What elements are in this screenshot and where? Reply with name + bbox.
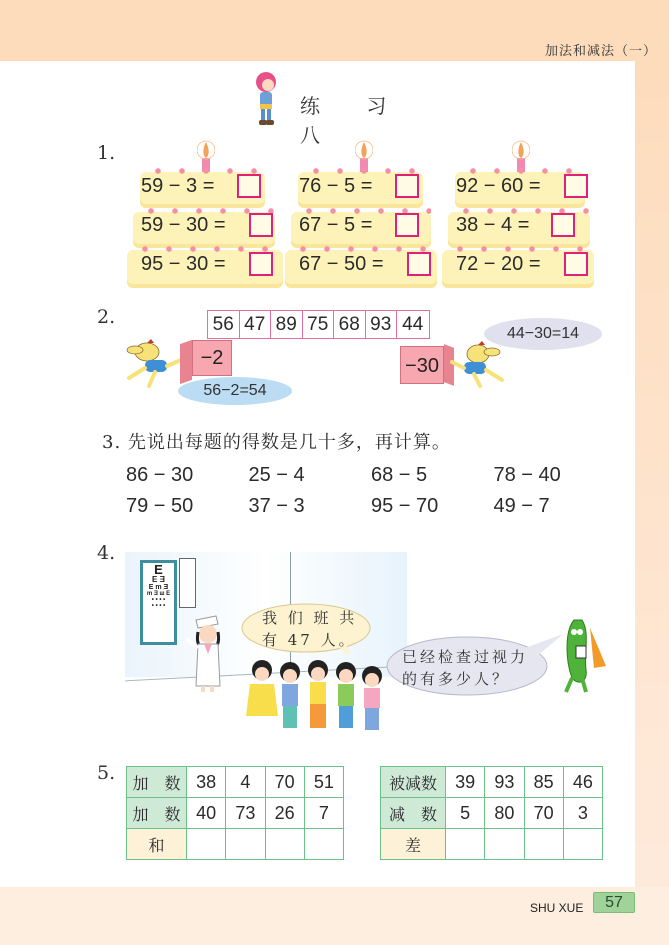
expression: 86 − 30 — [126, 464, 194, 486]
girl-mascot-icon — [252, 70, 280, 126]
expression: 25 − 4 — [248, 464, 305, 486]
minus-30-machine: −30 — [400, 346, 444, 384]
answer-box[interactable] — [564, 174, 588, 198]
expression: 49 − 7 — [493, 495, 550, 517]
q3-row — [126, 493, 616, 524]
equation: 67 − 50 = — [299, 253, 384, 275]
cell: 5 — [446, 798, 485, 829]
expression: 37 − 3 — [248, 495, 305, 517]
row-label: 和 — [127, 829, 187, 860]
expression: 78 − 40 — [493, 464, 561, 486]
strip-cell: 89 — [271, 311, 303, 338]
answer-box[interactable] — [237, 174, 261, 198]
answer-cell[interactable] — [563, 829, 602, 860]
cell: 7 — [304, 798, 343, 829]
answer-cell[interactable] — [304, 829, 343, 860]
cell: 80 — [485, 798, 524, 829]
answer-cell[interactable] — [187, 829, 226, 860]
page-number: 57 — [593, 892, 635, 913]
number-strip — [207, 310, 430, 339]
right-result-bubble: 44−30=14 — [484, 318, 602, 350]
cell: 38 — [187, 767, 226, 798]
q3-instruction — [102, 428, 451, 454]
table-row — [381, 798, 603, 829]
eye-care-sign — [179, 558, 196, 608]
table-row — [127, 798, 344, 829]
minus-2-machine: −2 — [192, 340, 232, 376]
answer-box[interactable] — [564, 252, 588, 276]
table-row — [381, 767, 603, 798]
question-number-2: 2. — [97, 306, 116, 328]
answer-box[interactable] — [395, 174, 419, 198]
cell: 46 — [563, 767, 602, 798]
answer-cell[interactable] — [226, 829, 265, 860]
answer-cell[interactable] — [485, 829, 524, 860]
answer-cell[interactable] — [265, 829, 304, 860]
cell: 70 — [524, 798, 563, 829]
dog-right-icon — [448, 340, 506, 388]
q3-instruction-text: 先说出每题的得数是几十多，再计算。 — [127, 432, 451, 453]
question-number-1: 1. — [97, 142, 116, 164]
cell: 3 — [563, 798, 602, 829]
cell: 4 — [226, 767, 265, 798]
strip-cell: 44 — [402, 314, 424, 335]
cell: 93 — [485, 767, 524, 798]
cell: 51 — [304, 767, 343, 798]
expression: 79 − 50 — [126, 495, 194, 517]
exercise-header — [252, 70, 432, 147]
machine-side — [180, 340, 192, 384]
expression: 68 − 5 — [371, 464, 428, 486]
row-label: 被减数 — [381, 767, 446, 798]
strip-cell: 93 — [366, 311, 398, 338]
equation: 92 − 60 = — [456, 175, 541, 197]
children-speech: 我 们 班 共 有 47 人。 — [262, 609, 358, 649]
cake-1 — [125, 128, 285, 288]
cell: 39 — [446, 767, 485, 798]
exercise-title: 练 习 八 — [300, 94, 407, 147]
answer-cell[interactable] — [446, 829, 485, 860]
page-footer — [0, 887, 669, 945]
cell: 73 — [226, 798, 265, 829]
equation: 76 − 5 = — [299, 175, 373, 197]
strip-cell: 47 — [240, 311, 272, 338]
q3-row — [126, 462, 616, 493]
children-group-icon — [240, 652, 385, 734]
cell: 40 — [187, 798, 226, 829]
cell: 70 — [265, 767, 304, 798]
chapter-title: 加法和减法（一） — [544, 44, 657, 59]
strip-cell: 75 — [303, 311, 335, 338]
answer-cell[interactable] — [524, 829, 563, 860]
cake-3 — [440, 128, 600, 288]
row-label: 加 数 — [127, 767, 187, 798]
dog-left-icon — [125, 338, 185, 388]
answer-box[interactable] — [551, 213, 575, 237]
question-number-4: 4. — [97, 542, 116, 564]
row-label: 减 数 — [381, 798, 446, 829]
answer-box[interactable] — [395, 213, 419, 237]
question-number-5: 5. — [97, 762, 116, 784]
expression: 95 − 70 — [371, 495, 439, 517]
answer-box[interactable] — [249, 252, 273, 276]
strip-cell: 68 — [334, 311, 366, 338]
cake-2 — [283, 128, 443, 288]
equation: 59 − 30 = — [141, 214, 226, 236]
green-pepper-character-icon — [560, 612, 610, 696]
subject-label: SHU XUE — [530, 901, 584, 915]
question-number-3: 3. — [102, 432, 122, 453]
nurse-icon — [186, 614, 228, 694]
row-label: 差 — [381, 829, 446, 860]
character-speech: 已经检查过视力 的有多少人？ — [402, 648, 529, 688]
equation: 95 − 30 = — [141, 253, 226, 275]
answer-box[interactable] — [407, 252, 431, 276]
equation: 67 − 5 = — [299, 214, 373, 236]
equation: 59 − 3 = — [141, 175, 215, 197]
eye-chart: E E Ǝ E m Ǝ m Ǝ ш E • • • • • • • • — [140, 560, 177, 645]
q3-expression-grid — [126, 462, 616, 524]
equation: 38 − 4 = — [456, 214, 530, 236]
cell: 85 — [524, 767, 563, 798]
answer-box[interactable] — [249, 213, 273, 237]
strip-cell: 56 — [208, 311, 240, 338]
page-edge-strip — [635, 61, 669, 887]
addition-table — [126, 766, 344, 860]
table-row — [127, 829, 344, 860]
row-label: 加 数 — [127, 798, 187, 829]
cell: 26 — [265, 798, 304, 829]
subtraction-table — [380, 766, 603, 860]
table-row — [127, 767, 344, 798]
table-row — [381, 829, 603, 860]
equation: 72 − 20 = — [456, 253, 541, 275]
left-result-bubble: 56−2=54 — [178, 377, 292, 405]
